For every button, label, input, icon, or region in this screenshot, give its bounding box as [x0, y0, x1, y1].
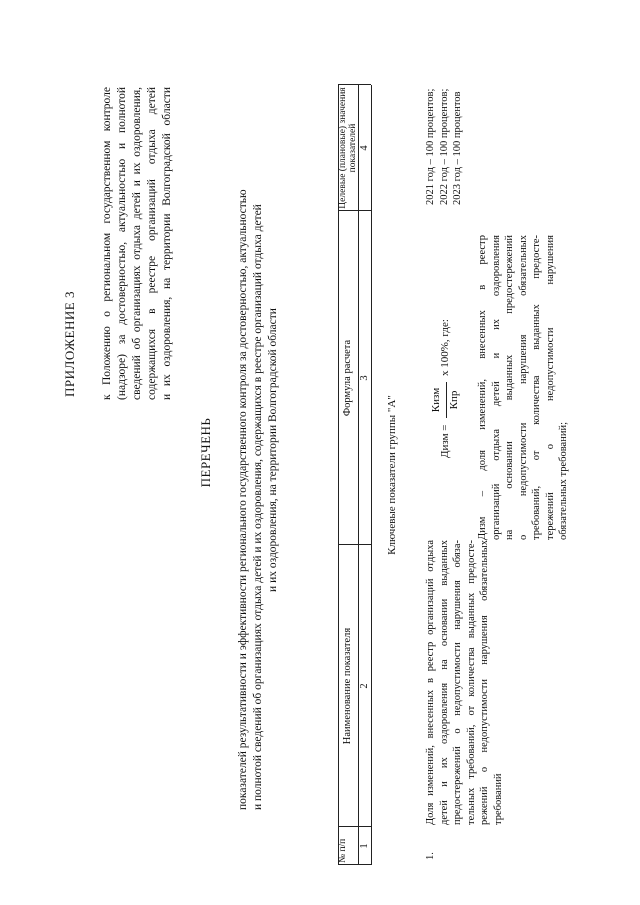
table-col-divider: [338, 826, 371, 827]
target-values: [424, 85, 465, 205]
appendix-subtitle-line: содержащихся в реестре организаций отдыха детей: [146, 87, 158, 400]
formula-description-line: требований, от количества выданных предосте-: [531, 235, 542, 540]
document-description-line: и полнотой сведений об организациях отдыха детей и их оздоровления, содержащихся в реестре организаций отдыха детей: [252, 204, 264, 810]
appendix-subtitle-line: (надзоре) за достоверностью, актуальностью и полнотой: [116, 87, 128, 400]
indicator-name-line: режений о недопустимости нарушения обязательных: [479, 540, 490, 825]
document-description-line: показателей результативности и эффективности регионального государственного контроля за достоверностью, актуальностью: [237, 189, 249, 810]
appendix-subtitle: [100, 87, 175, 400]
table-border-left: [338, 864, 371, 865]
indicator-name-line: Доля изменений, внесенных в реестр организаций отдыха: [425, 540, 436, 825]
fraction-bar: [446, 382, 447, 418]
target-value-line: 2022 год – 100 процентов;: [438, 88, 450, 205]
document-description: [236, 90, 281, 810]
column-number: 2: [359, 683, 370, 689]
target-value-line: 2023 год – 100 процентов: [452, 91, 463, 205]
indicator-name: [424, 540, 505, 825]
header-cell-indicator-name: Наименование показателя: [342, 627, 353, 745]
column-number: 4: [359, 145, 370, 151]
formula: [430, 298, 464, 458]
table-border-right: [338, 84, 371, 85]
indicator-name-line: тельных требований, от количества выданных предосте-: [465, 540, 477, 825]
column-number: 1: [359, 843, 370, 849]
column-number: 3: [359, 375, 370, 381]
appendix-subtitle-line: и их оздоровления, на территории Волгоградской области: [161, 87, 173, 400]
formula-description-line: организаций отдыха детей и их оздоровления: [490, 235, 502, 540]
document-title: ПЕРЕЧЕНЬ: [198, 417, 213, 488]
header-cell-number: № п/п: [338, 838, 348, 863]
target-value-line: 2021 год – 100 процентов;: [425, 88, 436, 205]
header-cell-formula: Формула расчета: [342, 339, 353, 417]
formula-description: [476, 235, 571, 540]
formula-description-line: обязательных требований;: [558, 422, 569, 540]
indicator-name-line: требований: [492, 773, 504, 825]
formula-description-line: на основании выданных предостережений: [504, 235, 515, 540]
formula-description-line: Дизм – доля изменений, внесенных в реестр: [477, 235, 488, 540]
table-col-divider: [338, 210, 371, 211]
indicator-name-line: предостережений о недопустимости нарушения обяза-: [452, 540, 463, 825]
formula-description-line: тережений о недопустимости нарушения: [544, 235, 556, 540]
formula-numerator: Кизм: [430, 387, 442, 413]
formula-description-line: о недопустимости нарушения обязательных: [517, 235, 529, 540]
group-label: Ключевые показатели группы "А": [386, 395, 398, 555]
document-description-line: и их оздоровления, на территории Волгоградской области: [267, 308, 279, 592]
indicator-name-line: детей и их оздоровления на основании выданных: [438, 540, 450, 825]
row-number: 1.: [425, 852, 436, 860]
table-col-divider: [338, 544, 371, 545]
formula-rhs: x 100%, где:: [439, 319, 451, 376]
formula-denominator: Кпр: [448, 390, 460, 410]
header-cell-target-values: Целевые (плановые) значения показателей: [338, 87, 358, 209]
formula-lhs: Дизм =: [439, 424, 451, 458]
appendix-subtitle-line: сведений об организациях отдыха детей и их оздоровления,: [131, 87, 143, 400]
appendix-title: ПРИЛОЖЕНИЕ 3: [62, 291, 77, 397]
appendix-subtitle-line: к Положению о региональном государственном контроле: [101, 87, 113, 400]
